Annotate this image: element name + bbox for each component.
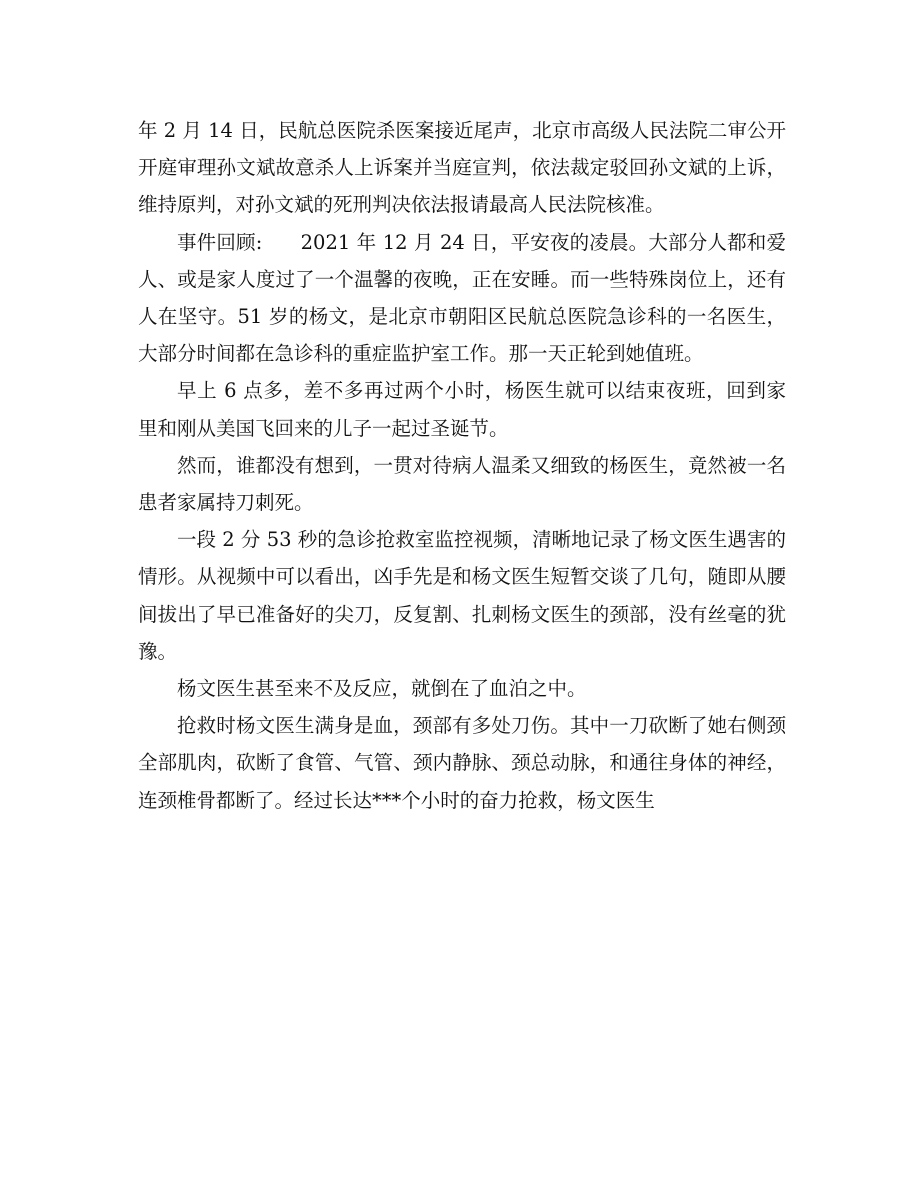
paragraph-verdict: 年 2 月 14 日，民航总医院杀医案接近尾声，北京市高级人民法院二审公开开庭审理孙文斌故意杀人上诉案并当庭宣判，依法裁定驳回孙文斌的上诉，维持原判，对孙文斌的死刑判决依法报请最高人民法院核准。: [138, 119, 786, 217]
body-text: [138, 112, 786, 819]
paragraph-attack: 然而，谁都没有想到，一贯对待病人温柔又细致的杨医生，竟然被一名患者家属持刀刺死。: [138, 453, 786, 515]
paragraph-collapse: 杨文医生甚至来不及反应，就倒在了血泊之中。: [177, 677, 587, 701]
paragraph-event-review: 事件回顾: 2021 年 12 月 24 日，平安夜的凌晨。大部分人都和爱人、或是家人度过了一个温馨的夜晚，正在安睡。而一些特殊岗位上，还有人在坚守。51 岁的杨文，是北京市朝阳区民航总医院急诊科的一名医生，大部分时间都在急诊科的重症监护室工作。那一天正轮到她值班。: [138, 230, 786, 366]
paragraph-morning: 早上 6 点多，差不多再过两个小时，杨医生就可以结束夜班，回到家里和刚从美国飞回来的儿子一起过圣诞节。: [138, 379, 786, 440]
paragraph-video: 一段 2 分 53 秒的急诊抢救室监控视频，清晰地记录了杨文医生遇害的情形。从视频中可以看出，凶手先是和杨文医生短暂交谈了几句，随即从腰间拔出了早已准备好的尖刀，反复割、扎刺杨文医生的颈部，没有丝毫的犹豫。: [138, 528, 786, 663]
paragraph-rescue: 抢救时杨文医生满身是血，颈部有多处刀伤。其中一刀砍断了她右侧颈全部肌肉，砍断了食管、气管、颈内静脉、颈总动脉，和通往身体的神经，连颈椎骨都断了。经过长达***个小时的奋力抢救，杨文医生: [138, 714, 786, 812]
